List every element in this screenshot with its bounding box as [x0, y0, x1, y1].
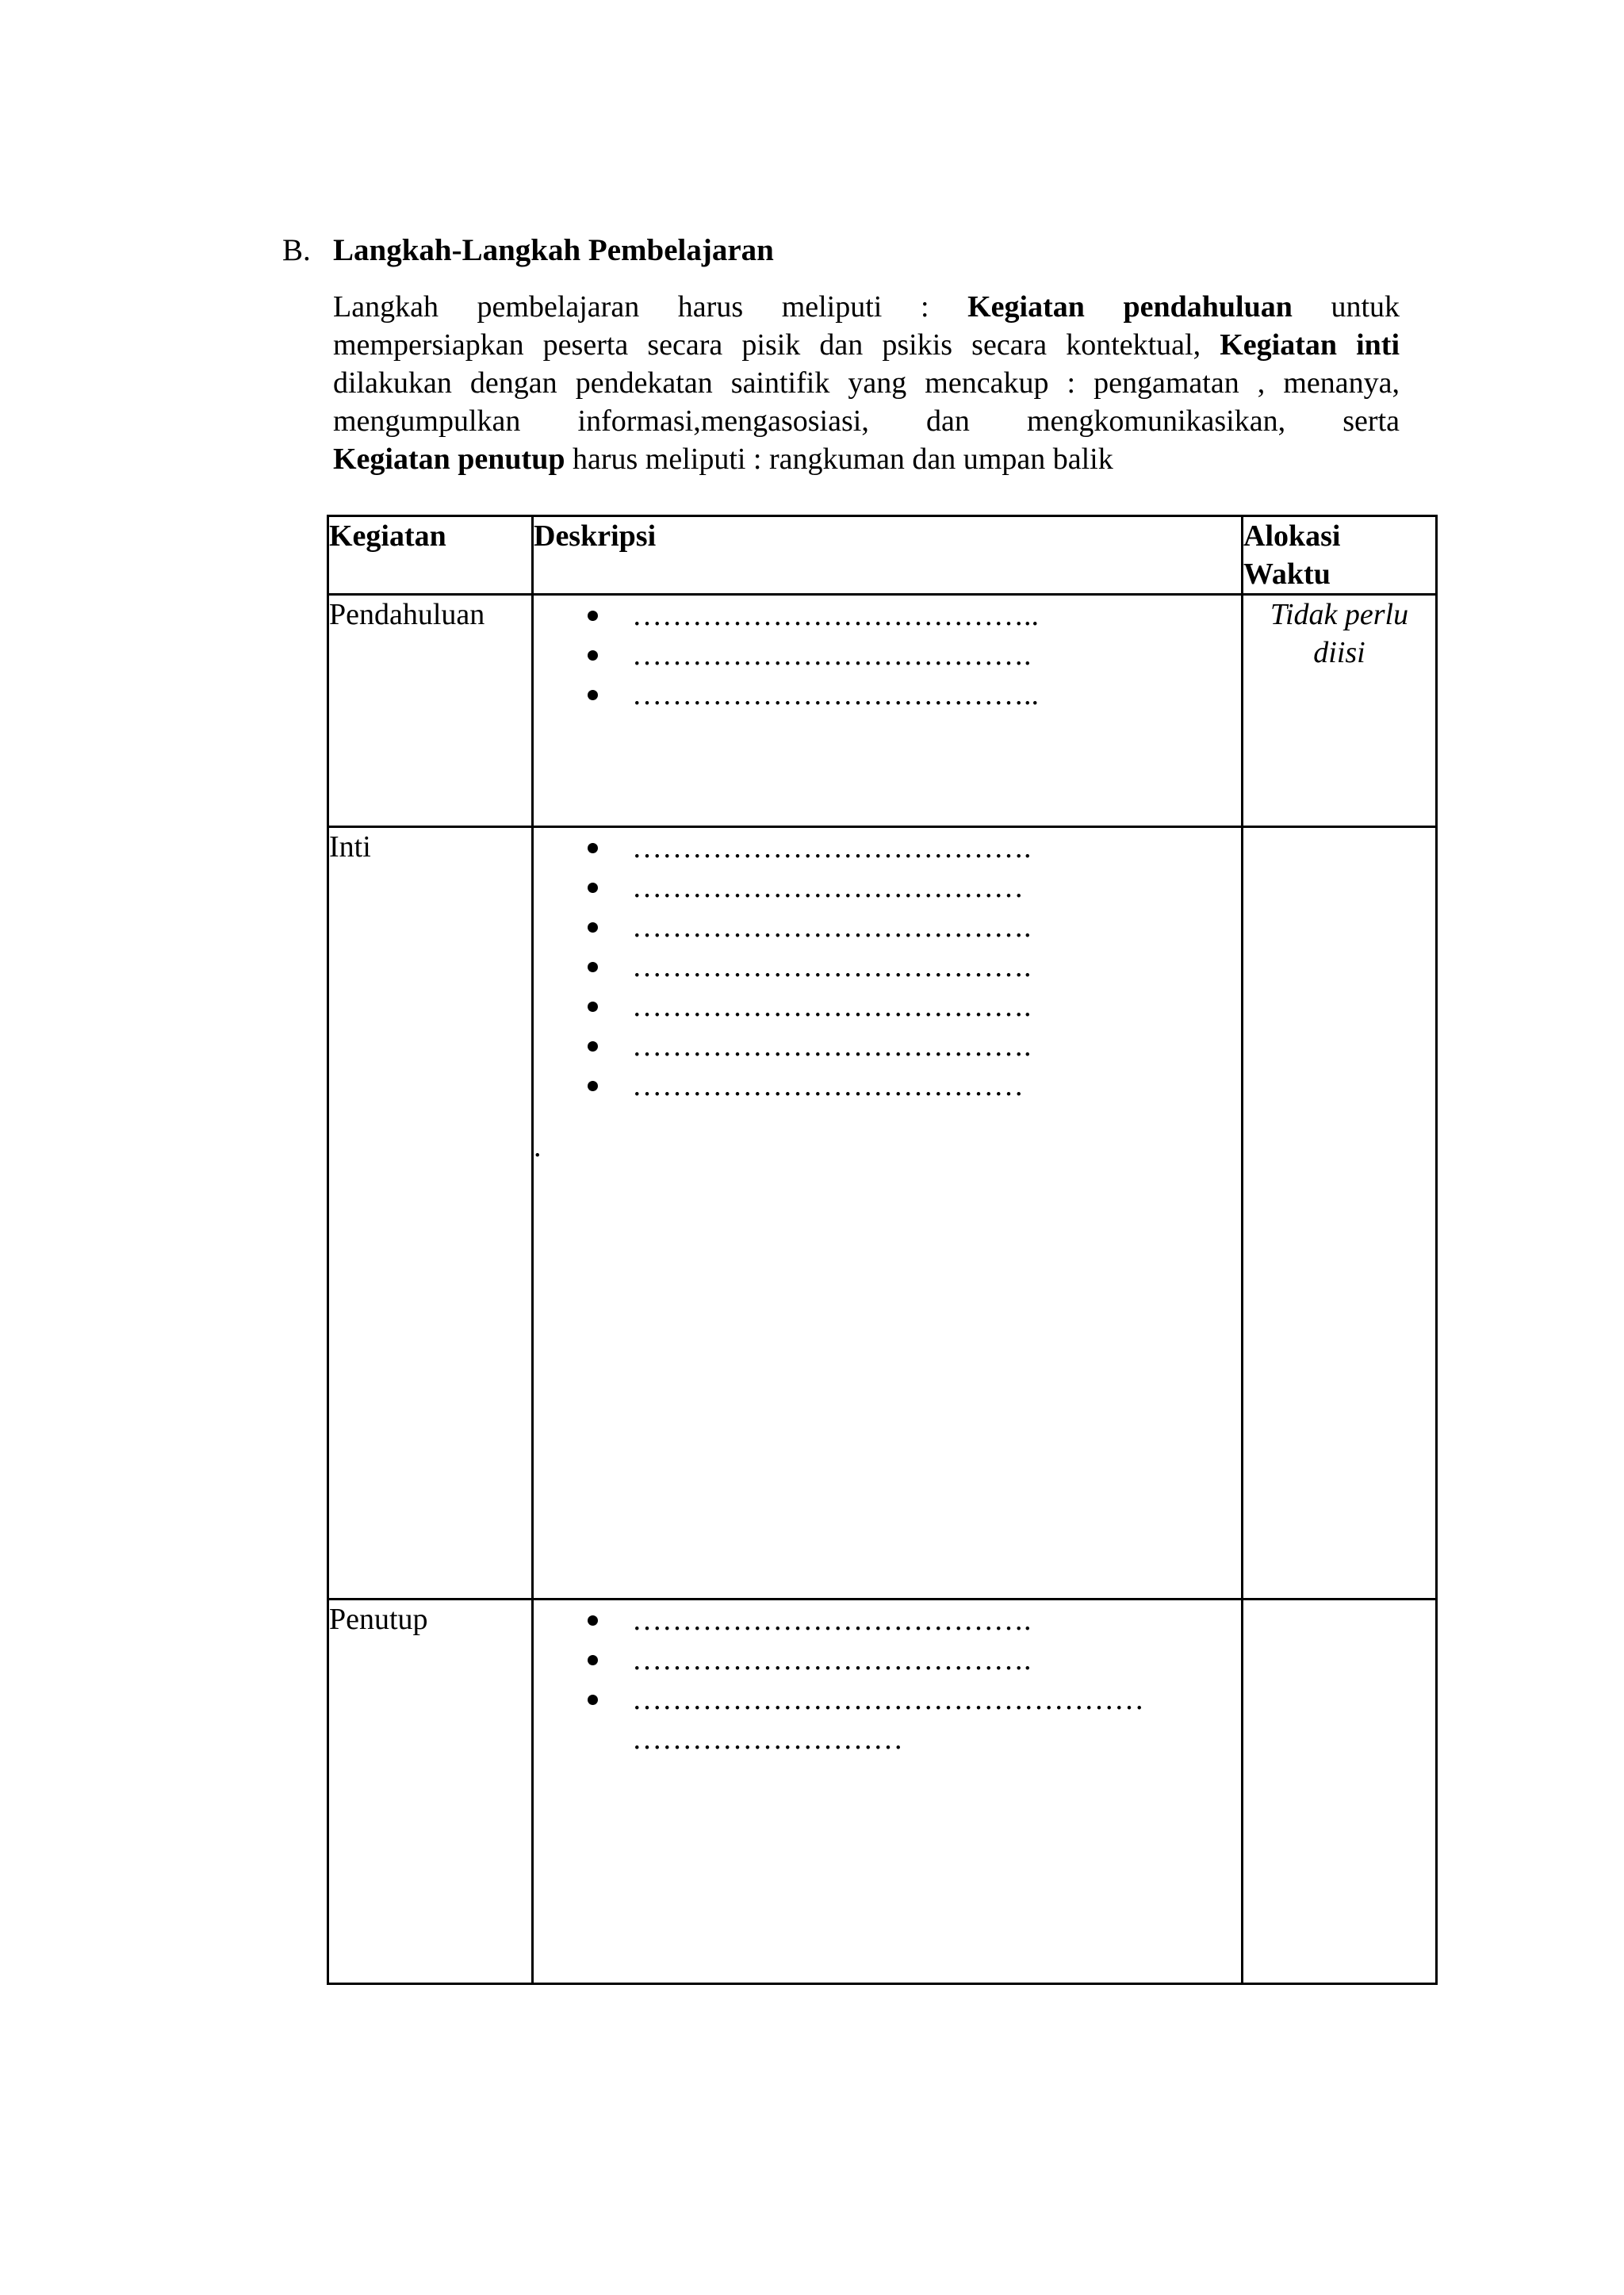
cell-alokasi-pendahuluan: [1243, 595, 1437, 827]
bullet-list-pendahuluan: [534, 596, 1241, 715]
list-item-text: …………………………………: [632, 1069, 1024, 1102]
list-item: [588, 1066, 1241, 1105]
list-item: [588, 596, 1241, 635]
bullet-list-inti: [534, 828, 1241, 1105]
list-item-continuation: ………………………: [632, 1722, 903, 1756]
table-header-row: [328, 516, 1437, 595]
list-item: [588, 675, 1241, 715]
list-item-text: …………………………………: [632, 871, 1024, 904]
intro-bold-kegiatan-pendahuluan: Kegiatan pendahuluan: [967, 290, 1293, 324]
list-item-text: ……………………………………………: [632, 1683, 1144, 1716]
bullet-icon: [588, 1615, 598, 1626]
intro-bold-kegiatan-penutup: Kegiatan penutup: [333, 443, 565, 476]
intro-line-1: [333, 288, 1400, 326]
bullet-icon: [588, 1041, 598, 1052]
intro-line-5: [333, 440, 1400, 478]
table-row-inti: [328, 827, 1437, 1600]
list-item-text: ………………………………….: [632, 950, 1032, 983]
table-row-pendahuluan: [328, 595, 1437, 827]
list-item-text: ………………………………….: [632, 1029, 1032, 1063]
bullet-icon: [588, 1002, 598, 1012]
list-item-text: …………………………………..: [632, 599, 1039, 632]
cell-kegiatan-penutup: Penutup: [328, 1600, 533, 1984]
list-item: [588, 828, 1241, 868]
cell-deskripsi-inti: [533, 827, 1243, 1600]
table-row-penutup: [328, 1600, 1437, 1984]
bullet-icon: [588, 962, 598, 972]
cell-deskripsi-pendahuluan: [533, 595, 1243, 827]
header-alokasi-waktu: [1243, 516, 1437, 595]
list-item-text: ………………………………….: [632, 831, 1032, 864]
list-item-text: ………………………………….: [632, 638, 1032, 672]
bullet-icon: [588, 1655, 598, 1665]
cell-kegiatan-pendahuluan: Pendahuluan: [328, 595, 533, 827]
list-item-text: ………………………………….: [632, 1643, 1032, 1676]
list-item: [588, 907, 1241, 947]
activity-table: [327, 515, 1438, 1985]
bullet-icon: [588, 1695, 598, 1705]
section-letter: B.: [282, 233, 311, 267]
cell-kegiatan-inti: Inti: [328, 827, 533, 1600]
list-item-text: …………………………………..: [632, 678, 1039, 711]
header-deskripsi: Deskripsi: [533, 516, 1243, 595]
bullet-icon: [588, 922, 598, 933]
intro-line-3: dilakukan dengan pendekatan saintifik yang mencakup : pengamatan , menanya,: [333, 366, 1400, 400]
bullet-icon: [588, 883, 598, 893]
list-item-text: ………………………………….: [632, 1603, 1032, 1637]
header-alokasi-line1: Alokasi: [1243, 519, 1341, 553]
intro-text: Langkah pembelajaran harus meliputi :: [333, 290, 968, 324]
bullet-list-penutup: [534, 1600, 1241, 1759]
list-item-text: ………………………………….: [632, 990, 1032, 1023]
bullet-icon: [588, 611, 598, 621]
bullet-icon: [588, 690, 598, 700]
list-item: [588, 987, 1241, 1026]
alokasi-note-line1: Tidak perlu: [1270, 598, 1409, 631]
intro-line-2: [333, 326, 1400, 364]
cell-deskripsi-penutup: [533, 1600, 1243, 1984]
intro-text: mempersiapkan peserta secara pisik dan psikis secara kontektual,: [333, 328, 1220, 362]
cell-alokasi-inti: [1243, 827, 1437, 1600]
header-kegiatan: Kegiatan: [328, 516, 533, 595]
intro-paragraph: [333, 288, 1400, 478]
alokasi-note-line2: diisi: [1313, 636, 1365, 669]
list-item-text: ………………………………….: [632, 910, 1032, 944]
stray-period: .: [534, 1130, 542, 1163]
intro-bold-kegiatan-inti: Kegiatan inti: [1220, 328, 1400, 362]
section-heading: [282, 232, 774, 270]
header-alokasi-line2: Waktu: [1243, 557, 1331, 591]
intro-line-4: mengumpulkan informasi,mengasosiasi, dan mengkomunikasikan, serta: [333, 404, 1400, 438]
list-item: [588, 635, 1241, 675]
list-item: [588, 947, 1241, 987]
list-item: [588, 868, 1241, 907]
list-item: [588, 1680, 1241, 1759]
list-item: [588, 1600, 1241, 1640]
bullet-icon: [588, 843, 598, 853]
section-title: Langkah-Langkah Pembelajaran: [333, 233, 774, 267]
bullet-icon: [588, 1081, 598, 1091]
cell-alokasi-penutup: [1243, 1600, 1437, 1984]
intro-text: harus meliputi : rangkuman dan umpan balik: [565, 443, 1113, 476]
list-item: [588, 1640, 1241, 1680]
bullet-icon: [588, 650, 598, 661]
list-item: [588, 1026, 1241, 1066]
intro-text: untuk: [1292, 290, 1400, 324]
